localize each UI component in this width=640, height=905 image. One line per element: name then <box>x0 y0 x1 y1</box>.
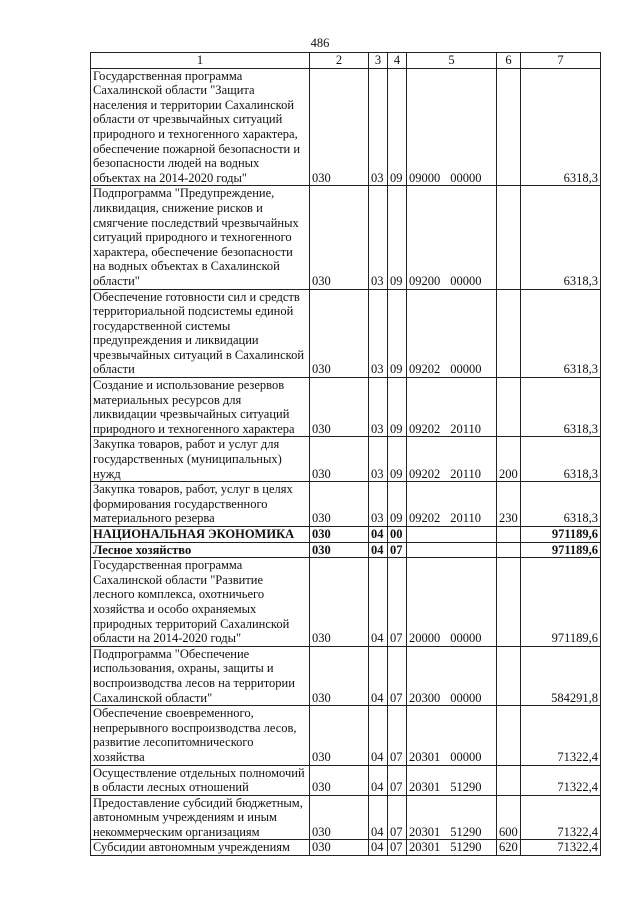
row-code-6 <box>497 706 521 765</box>
column-header: 7 <box>521 53 601 69</box>
row-code-5 <box>407 706 497 765</box>
row-code-2: 030 <box>310 186 369 289</box>
row-code-4: 07 <box>388 558 407 647</box>
row-code-6 <box>497 68 521 186</box>
row-code-2: 030 <box>310 765 369 795</box>
row-code-3: 04 <box>369 765 388 795</box>
table-row <box>91 795 601 840</box>
row-amount: 71322,4 <box>521 706 601 765</box>
row-amount: 6318,3 <box>521 186 601 289</box>
table-row <box>91 646 601 705</box>
row-code-4: 09 <box>388 68 407 186</box>
row-code-2: 030 <box>310 646 369 705</box>
row-code-5-program: 09202 <box>409 511 441 526</box>
row-code-3: 04 <box>369 527 388 543</box>
row-code-5-direction: 00000 <box>450 273 482 288</box>
table-row <box>91 765 601 795</box>
table-row <box>91 706 601 765</box>
row-code-5-program: 09202 <box>409 421 441 436</box>
row-code-3: 04 <box>369 542 388 558</box>
table-row <box>91 186 601 289</box>
row-amount: 6318,3 <box>521 437 601 482</box>
row-code-5 <box>407 289 497 378</box>
row-code-5 <box>407 765 497 795</box>
row-amount: 971189,6 <box>521 542 601 558</box>
row-code-5 <box>407 840 497 856</box>
row-code-3: 04 <box>369 706 388 765</box>
table-row <box>91 68 601 186</box>
row-code-3: 03 <box>369 289 388 378</box>
row-code-5 <box>407 378 497 437</box>
table-row <box>91 558 601 647</box>
page-number: 486 <box>310 36 330 50</box>
row-code-5-program: 20300 <box>409 690 441 705</box>
row-code-5-direction: 00000 <box>450 749 482 764</box>
row-code-2: 030 <box>310 68 369 186</box>
row-code-3: 04 <box>369 795 388 840</box>
column-header: 5 <box>407 53 497 69</box>
row-code-5-program: 20000 <box>409 631 441 646</box>
column-header: 6 <box>497 53 521 69</box>
row-code-5-direction: 00000 <box>450 631 482 646</box>
row-code-5-direction: 00000 <box>450 170 482 185</box>
row-code-3: 04 <box>369 646 388 705</box>
row-amount: 6318,3 <box>521 378 601 437</box>
row-code-4: 09 <box>388 378 407 437</box>
row-code-5 <box>407 482 497 527</box>
row-code-3: 03 <box>369 68 388 186</box>
row-code-4: 09 <box>388 482 407 527</box>
row-code-3: 03 <box>369 482 388 527</box>
row-amount: 584291,8 <box>521 646 601 705</box>
row-code-6 <box>497 542 521 558</box>
row-code-5-direction: 20110 <box>450 421 482 436</box>
row-code-5-direction: 51290 <box>450 824 482 839</box>
row-code-6 <box>497 558 521 647</box>
row-code-4: 09 <box>388 289 407 378</box>
row-code-4: 07 <box>388 646 407 705</box>
row-code-3: 04 <box>369 558 388 647</box>
row-code-4: 00 <box>388 527 407 543</box>
row-code-5-direction: 20110 <box>450 511 482 526</box>
row-code-6 <box>497 765 521 795</box>
row-code-5 <box>407 795 497 840</box>
table-row <box>91 482 601 527</box>
row-code-5-program: 09202 <box>409 466 441 481</box>
row-amount: 6318,3 <box>521 68 601 186</box>
table-row <box>91 437 601 482</box>
row-code-4: 07 <box>388 795 407 840</box>
table-row <box>91 542 601 558</box>
column-header: 3 <box>369 53 388 69</box>
row-name: Государственная программа Сахалинской области "Развитие лесного комплекса, охотничьего хозяйства и особо охраняемых природных территорий Сахалинской области на 2014-2020 годы" <box>91 558 310 647</box>
row-amount: 971189,6 <box>521 527 601 543</box>
row-name: Подпрограмма "Обеспечение использования, охраны, защиты и воспроизводства лесов на территории Сахалинской области" <box>91 646 310 705</box>
row-name: Субсидии автономным учреждениям <box>91 840 310 856</box>
row-name: Обеспечение готовности сил и средств территориальной подсистемы единой государственной системы предупреждения и ликвидации чрезвычайных ситуаций в Сахалинской области <box>91 289 310 378</box>
row-code-2: 030 <box>310 795 369 840</box>
row-amount: 71322,4 <box>521 795 601 840</box>
row-code-3: 03 <box>369 437 388 482</box>
row-code-4: 09 <box>388 186 407 289</box>
row-code-4: 07 <box>388 765 407 795</box>
row-code-6 <box>497 527 521 543</box>
row-name: НАЦИОНАЛЬНАЯ ЭКОНОМИКА <box>91 527 310 543</box>
row-amount: 6318,3 <box>521 289 601 378</box>
row-name: Закупка товаров, работ, услуг в целях формирования государственного материального резерва <box>91 482 310 527</box>
row-code-3: 04 <box>369 840 388 856</box>
row-code-5 <box>407 186 497 289</box>
row-code-2: 030 <box>310 706 369 765</box>
row-code-2: 030 <box>310 840 369 856</box>
row-code-5-program: 20301 <box>409 749 441 764</box>
row-code-2: 030 <box>310 558 369 647</box>
row-code-5 <box>407 527 497 543</box>
table-row <box>91 378 601 437</box>
row-code-2: 030 <box>310 437 369 482</box>
row-code-5-direction: 00000 <box>450 362 482 377</box>
row-code-5 <box>407 646 497 705</box>
column-header: 2 <box>310 53 369 69</box>
row-code-5-direction: 51290 <box>450 840 482 855</box>
row-code-6 <box>497 646 521 705</box>
row-code-4: 09 <box>388 437 407 482</box>
row-name: Создание и использование резервов материальных ресурсов для ликвидации чрезвычайных ситуаций природного и техногенного характера <box>91 378 310 437</box>
row-code-6: 600 <box>497 795 521 840</box>
row-amount: 71322,4 <box>521 840 601 856</box>
row-code-4: 07 <box>388 542 407 558</box>
row-code-5-direction: 20110 <box>450 466 482 481</box>
row-name: Осуществление отдельных полномочий в области лесных отношений <box>91 765 310 795</box>
row-code-6 <box>497 289 521 378</box>
row-code-5-program: 20301 <box>409 824 441 839</box>
row-code-6: 200 <box>497 437 521 482</box>
row-code-2: 030 <box>310 527 369 543</box>
row-code-2: 030 <box>310 378 369 437</box>
row-name: Предоставление субсидий бюджетным, автономным учреждениям и иным некоммерческим организациям <box>91 795 310 840</box>
row-code-4: 07 <box>388 706 407 765</box>
row-name: Закупка товаров, работ и услуг для государственных (муниципальных) нужд <box>91 437 310 482</box>
table-row <box>91 840 601 856</box>
table-row <box>91 527 601 543</box>
row-code-6 <box>497 186 521 289</box>
row-amount: 971189,6 <box>521 558 601 647</box>
row-code-5-program: 09200 <box>409 273 441 288</box>
column-header: 4 <box>388 53 407 69</box>
row-code-5-program: 20301 <box>409 840 441 855</box>
row-code-2: 030 <box>310 542 369 558</box>
row-code-2: 030 <box>310 482 369 527</box>
row-code-5 <box>407 542 497 558</box>
row-code-3: 03 <box>369 378 388 437</box>
row-name: Государственная программа Сахалинской области "Защита населения и территории Сахалинской области от чрезвычайных ситуаций природного и техногенного характера, обеспечение пожарной безопасности и безопасности людей на водных объектах на 2014-2020 годы" <box>91 68 310 186</box>
row-code-5-program: 09000 <box>409 170 441 185</box>
row-code-6 <box>497 378 521 437</box>
row-code-3: 03 <box>369 186 388 289</box>
row-code-5 <box>407 558 497 647</box>
row-name: Лесное хозяйство <box>91 542 310 558</box>
row-code-5-program: 09202 <box>409 362 441 377</box>
row-code-6: 230 <box>497 482 521 527</box>
row-code-6: 620 <box>497 840 521 856</box>
column-header: 1 <box>91 53 310 69</box>
budget-table <box>90 52 601 856</box>
row-code-5-direction: 51290 <box>450 780 482 795</box>
row-name: Подпрограмма "Предупреждение, ликвидация, снижение рисков и смягчение последствий чрезвычайных ситуаций природного и техногенного характера, обеспечение безопасности на водных объектах в Сахалинской области" <box>91 186 310 289</box>
row-amount: 6318,3 <box>521 482 601 527</box>
table-row <box>91 289 601 378</box>
row-amount: 71322,4 <box>521 765 601 795</box>
row-code-2: 030 <box>310 289 369 378</box>
row-code-5 <box>407 437 497 482</box>
row-code-5-program: 20301 <box>409 780 441 795</box>
table-header-row <box>91 53 601 69</box>
row-name: Обеспечение своевременного, непрерывного воспроизводства лесов, развитие лесопитомнического хозяйства <box>91 706 310 765</box>
row-code-4: 07 <box>388 840 407 856</box>
row-code-5-direction: 00000 <box>450 690 482 705</box>
row-code-5 <box>407 68 497 186</box>
